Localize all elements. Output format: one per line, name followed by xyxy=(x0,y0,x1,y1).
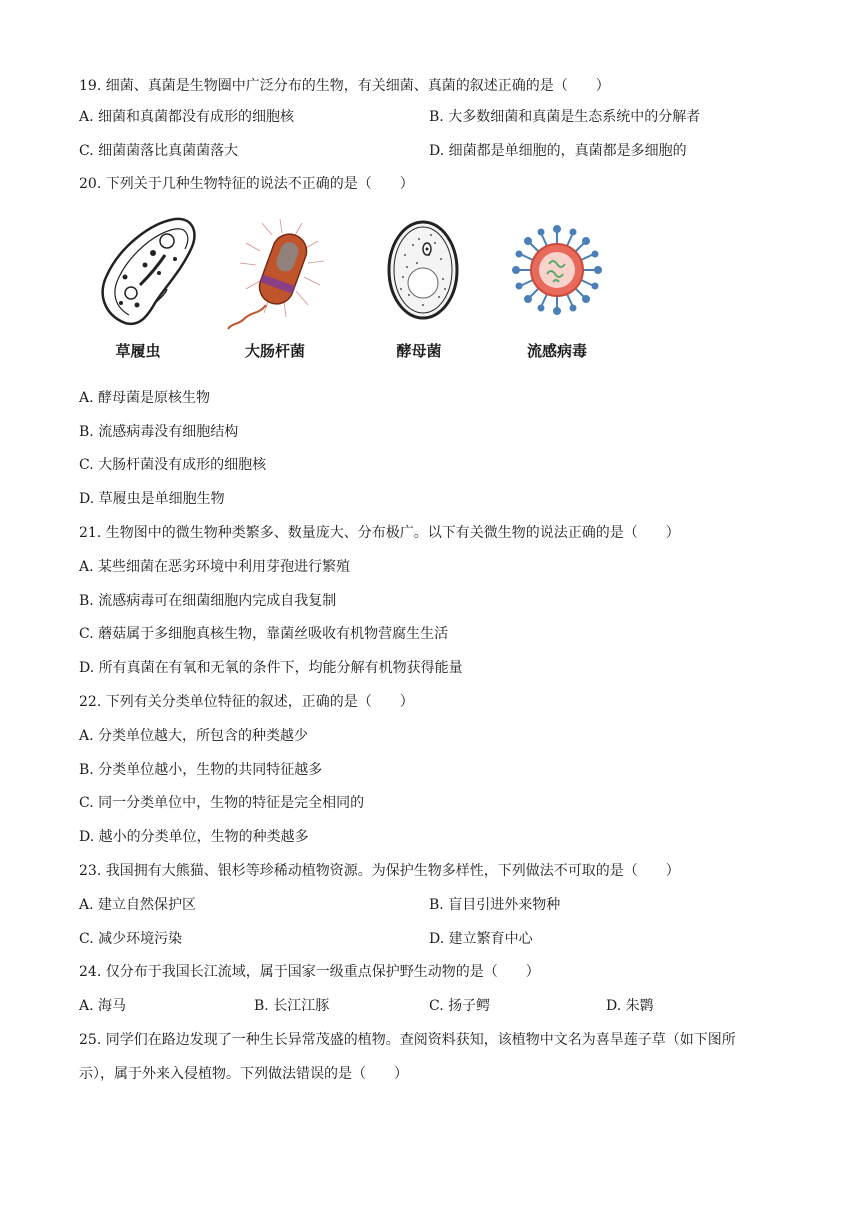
q20-option-c: C. 大肠杆菌没有成形的细胞核 xyxy=(79,457,267,473)
q19-option-b: B. 大多数细菌和真菌是生态系统中的分解者 xyxy=(429,109,701,125)
q24-options-row xyxy=(79,996,799,1016)
q24-stem: 24. 仅分布于我国长江流域，属于国家一级重点保护野生动物的是（ ） xyxy=(79,964,540,980)
figure-label-paramecium: 草履虫 xyxy=(115,342,161,360)
q20-stem: 20. 下列关于几种生物特征的说法不正确的是（ ） xyxy=(79,176,414,192)
figure-label-influenza: 流感病毒 xyxy=(526,342,587,360)
q20-option-a: A. 酵母菌是原核生物 xyxy=(79,390,211,406)
figure-label-ecoli: 大肠杆菌 xyxy=(244,342,305,360)
q20-option-d: D. 草履虫是单细胞生物 xyxy=(79,491,225,507)
q22-option-b: B. 分类单位越小，生物的共同特征越多 xyxy=(79,762,323,778)
q25-stem-line2: 示），属于外来入侵植物。下列做法错误的是（ ） xyxy=(79,1066,408,1082)
q22-option-a: A. 分类单位越大，所包含的种类越少 xyxy=(79,728,309,744)
q19-options-row2 xyxy=(79,141,799,161)
q19-stem: 19. 细菌、真菌是生物圈中广泛分布的生物，有关细菌、真菌的叙述正确的是（ ） xyxy=(79,78,610,94)
q19-option-a: A. 细菌和真菌都没有成形的细胞核 xyxy=(79,109,295,125)
q21-stem: 21. 生物图中的微生物种类繁多、数量庞大、分布极广。以下有关微生物的说法正确的是（ ） xyxy=(79,525,680,541)
q22-stem: 22. 下列有关分类单位特征的叙述，正确的是（ ） xyxy=(79,694,414,710)
q20-option-b: B. 流感病毒没有细胞结构 xyxy=(79,424,239,440)
paramecium-illustration xyxy=(95,215,200,330)
q23-stem: 23. 我国拥有大熊猫、银杉等珍稀动植物资源。为保护生物多样性，下列做法不可取的是（ ） xyxy=(79,863,680,879)
q24-option-d: D. 朱鹮 xyxy=(606,998,654,1014)
q22-option-c: C. 同一分类单位中，生物的特征是完全相同的 xyxy=(79,795,365,811)
q21-option-c: C. 蘑菇属于多细胞真核生物，靠菌丝吸收有机物营腐生生活 xyxy=(79,626,449,642)
q24-option-b: B. 长江江豚 xyxy=(254,998,330,1014)
q23-options-row1 xyxy=(79,895,799,915)
q24-option-c: C. 扬子鳄 xyxy=(429,998,491,1014)
q25-stem-line1: 25. 同学们在路边发现了一种生长异常茂盛的植物。查阅资料获知，该植物中文名为喜旱莲子草（如下图所 xyxy=(79,1032,736,1048)
q21-option-b: B. 流感病毒可在细菌细胞内完成自我复制 xyxy=(79,593,337,609)
yeast-illustration xyxy=(383,215,463,325)
q19-option-c: C. 细菌菌落比真菌菌落大 xyxy=(79,143,239,159)
q21-option-d: D. 所有真菌在有氧和无氧的条件下，均能分解有机物获得能量 xyxy=(79,660,463,676)
q23-option-b: B. 盲目引进外来物种 xyxy=(429,897,561,913)
q19-options-row1 xyxy=(79,107,799,127)
q23-option-c: C. 减少环境污染 xyxy=(79,931,183,947)
q21-option-a: A. 某些细菌在恶劣环境中利用芽孢进行繁殖 xyxy=(79,559,351,575)
q22-option-d: D. 越小的分类单位，生物的种类越多 xyxy=(79,829,309,845)
q24-option-a: A. 海马 xyxy=(79,998,127,1014)
q23-options-row2 xyxy=(79,929,799,949)
influenza-virus-illustration xyxy=(512,215,602,330)
q19-option-d: D. 细菌都是单细胞的，真菌都是多细胞的 xyxy=(429,143,687,159)
q23-option-d: D. 建立繁育中心 xyxy=(429,931,533,947)
figure-label-yeast: 酵母菌 xyxy=(396,342,442,360)
q23-option-a: A. 建立自然保护区 xyxy=(79,897,197,913)
ecoli-illustration xyxy=(222,215,337,335)
